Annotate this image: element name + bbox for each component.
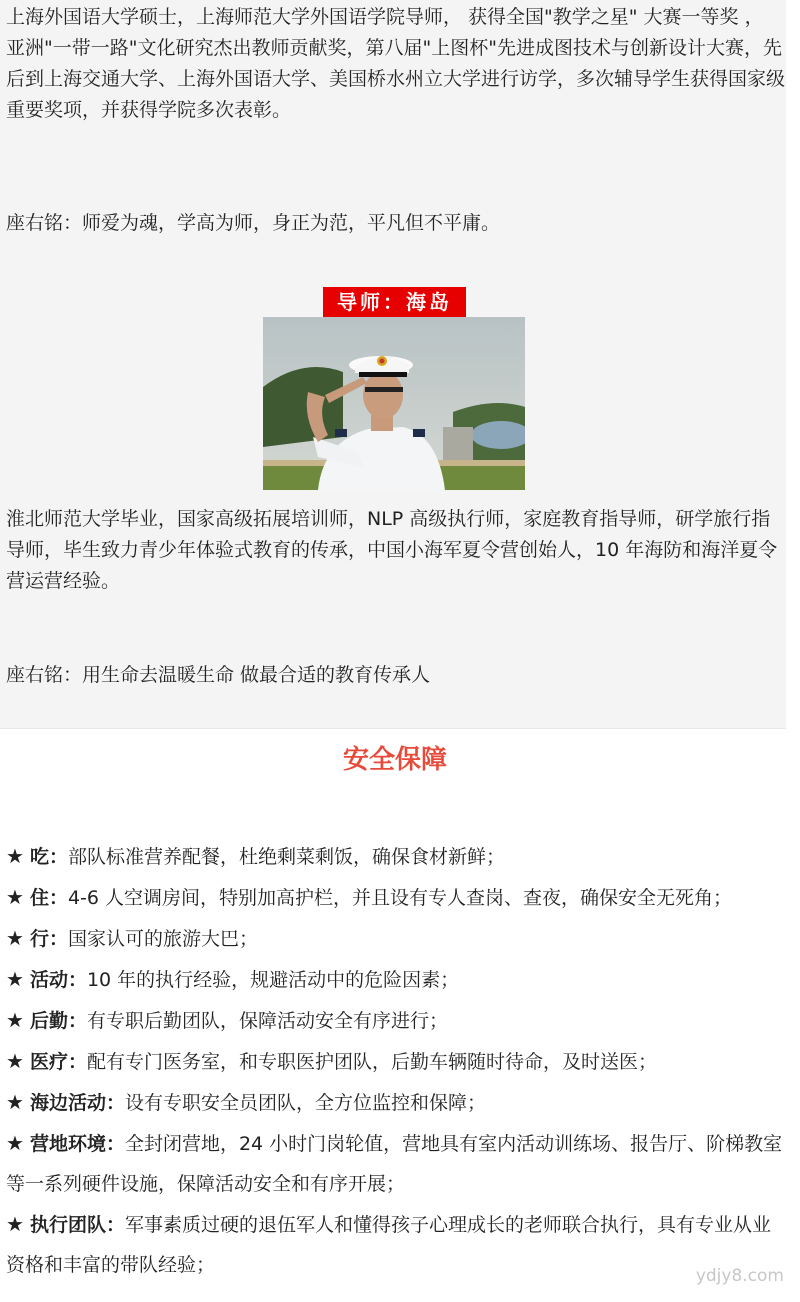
star-icon: ★ bbox=[6, 1008, 24, 1032]
item-label: 医疗： bbox=[29, 1051, 87, 1073]
item-label: 营地环境： bbox=[29, 1133, 125, 1155]
list-item bbox=[6, 1082, 786, 1123]
item-text: 10 年的执行经验，规避活动中的危险因素； bbox=[86, 969, 460, 991]
list-item bbox=[6, 918, 786, 959]
item-text: 国家认可的旅游大巴； bbox=[67, 928, 258, 950]
item-label: 住： bbox=[29, 887, 68, 909]
section-divider bbox=[0, 728, 786, 729]
list-item bbox=[6, 1041, 786, 1082]
list-item bbox=[6, 836, 786, 877]
item-label: 吃： bbox=[29, 846, 68, 868]
item-text: 部队标准营养配餐，杜绝剩菜剩饭，确保食材新鲜； bbox=[67, 846, 505, 868]
item-text: 全封闭营地，24 小时门岗轮值，营地具有室内活动训练场、报告厅、阶梯教室等一系列硬件设施，保障活动安全和有序开展； bbox=[6, 1133, 783, 1195]
safety-section-title: 安全保障 bbox=[342, 745, 447, 775]
item-label: 海边活动： bbox=[29, 1092, 125, 1114]
star-icon: ★ bbox=[6, 1090, 24, 1114]
safety-list bbox=[6, 836, 786, 1285]
list-item bbox=[6, 1123, 786, 1204]
mentor2-motto: 座右铭：用生命去温暖生命 做最合适的教育传承人 bbox=[6, 664, 431, 686]
list-item bbox=[6, 877, 786, 918]
star-icon: ★ bbox=[6, 1131, 24, 1155]
mentor1-motto: 座右铭：师爱为魂，学高为师，身正为范，平凡但不平庸。 bbox=[6, 212, 501, 234]
watermark: ydjy8.com bbox=[695, 1266, 784, 1286]
list-item bbox=[6, 1204, 786, 1285]
star-icon: ★ bbox=[6, 1212, 24, 1236]
item-label: 行： bbox=[29, 928, 68, 950]
item-text: 4-6 人空调房间，特别加高护栏，并且设有专人查岗、查夜，确保安全无死角； bbox=[67, 887, 733, 909]
item-text: 有专职后勤团队，保障活动安全有序进行； bbox=[86, 1010, 448, 1032]
star-icon: ★ bbox=[6, 885, 24, 909]
item-text: 军事素质过硬的退伍军人和懂得孩子心理成长的老师联合执行，具有专业从业资格和丰富的带队经验； bbox=[6, 1214, 771, 1276]
list-item bbox=[6, 959, 786, 1000]
mentor2-bio: 淮北师范大学毕业，国家高级拓展培训师，NLP 高级执行师，家庭教育指导师，研学旅行指导师，毕生致力青少年体验式教育的传承，中国小海军夏令营创始人，10 年海防和海洋夏令营运营经验。 bbox=[6, 508, 778, 592]
mentor2-photo bbox=[263, 317, 525, 490]
item-label: 执行团队： bbox=[29, 1214, 125, 1236]
star-icon: ★ bbox=[6, 967, 24, 991]
mentor1-bio: 上海外国语大学硕士，上海师范大学外国语学院导师， 获得全国"教学之星" 大赛一等奖 ， 亚洲"一带一路"文化研究杰出教师贡献奖，第八届"上图杯"先进成图技术与创新设计大赛，先后到上海交通大学、上海外国语大学、美国桥水州立大学进行访学，多次辅导学生获得国家级重要奖项，并获得学院多次表彰。 bbox=[6, 6, 786, 121]
item-text: 设有专职安全员团队，全方位监控和保障； bbox=[124, 1092, 486, 1114]
item-text: 配有专门医务室，和专职医护团队，后勤车辆随时待命，及时送医； bbox=[86, 1051, 657, 1073]
star-icon: ★ bbox=[6, 1049, 24, 1073]
list-item bbox=[6, 1000, 786, 1041]
star-icon: ★ bbox=[6, 926, 24, 950]
item-label: 后勤： bbox=[29, 1010, 87, 1032]
mentor2-name-tag: 导师：海岛 bbox=[323, 287, 466, 317]
item-label: 活动： bbox=[29, 969, 87, 991]
star-icon: ★ bbox=[6, 844, 24, 868]
